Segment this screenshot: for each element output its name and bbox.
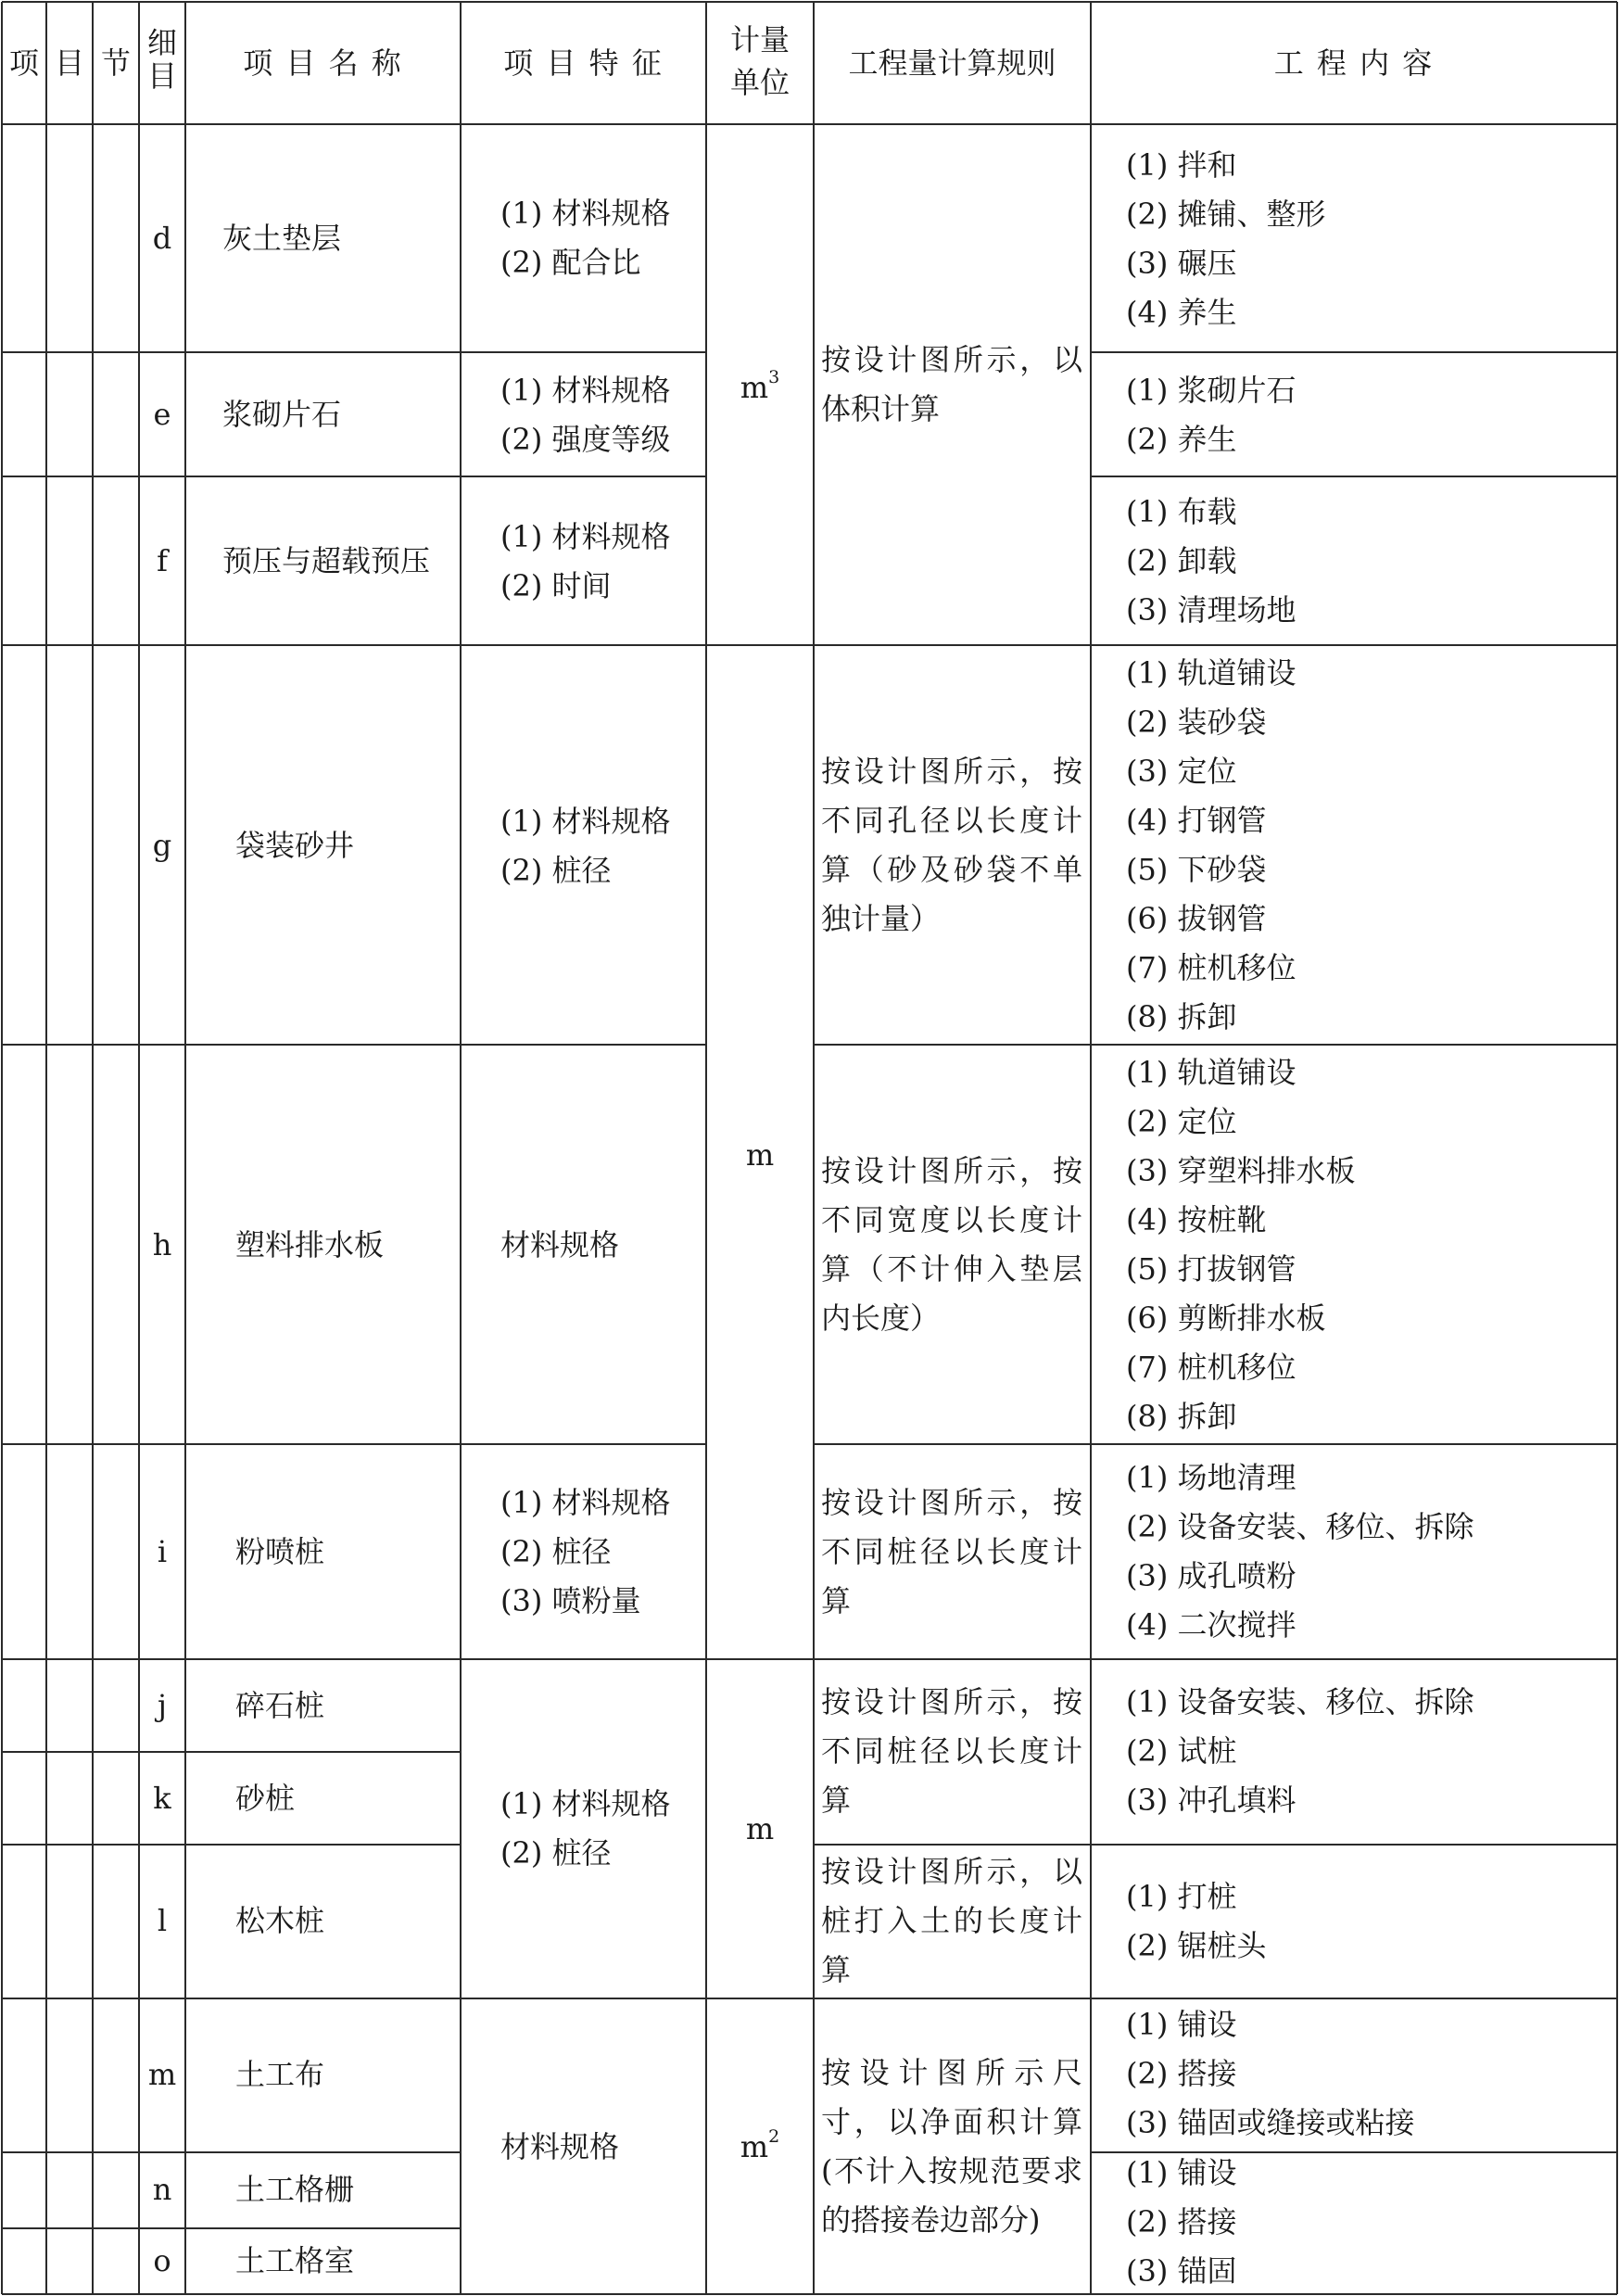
unit-text: m xyxy=(740,2129,769,2164)
content-item: (2) 设备安装、移位、拆除 xyxy=(1126,1509,1474,1544)
header-feature: 项 目 特 征 xyxy=(503,45,664,81)
content-item: (8) 拆卸 xyxy=(1126,999,1237,1034)
row-k-name: 砂桩 xyxy=(235,1781,296,1816)
header-ximu xyxy=(139,26,185,93)
row-g-features xyxy=(500,797,671,895)
content-item: (1) 设备安装、移位、拆除 xyxy=(1126,1684,1474,1719)
content-item: (2) 搭接 xyxy=(1126,2056,1237,2091)
row-l-content xyxy=(1126,1872,1267,1971)
content-item: (1) 场地清理 xyxy=(1126,1460,1296,1495)
feature-item: 材料规格 xyxy=(500,1227,620,1262)
group-jk-content xyxy=(1126,1678,1474,1825)
content-item: (2) 定位 xyxy=(1126,1104,1237,1139)
content-item: (2) 养生 xyxy=(1126,422,1237,457)
row-o-code: o xyxy=(153,2243,171,2278)
row-m-code: m xyxy=(147,2057,177,2092)
group-mno-features xyxy=(500,2123,619,2172)
content-item: (6) 剪断排水板 xyxy=(1126,1300,1326,1336)
content-item: (2) 锯桩头 xyxy=(1126,1928,1267,1963)
content-item: (8) 拆卸 xyxy=(1126,1399,1237,1434)
feature-item: (2) 时间 xyxy=(500,568,612,603)
row-k-code: k xyxy=(153,1781,171,1816)
group-mno-rule: 按设计图所示尺寸，以净面积计算(不计入按规范要求的搭接卷边部分) xyxy=(821,2055,1082,2238)
group-ghi-unit: m xyxy=(745,1137,775,1173)
group-jkl-features xyxy=(500,1780,671,1878)
content-item: (4) 二次搅拌 xyxy=(1126,1607,1296,1643)
content-item: (1) 轨道铺设 xyxy=(1126,1055,1296,1090)
content-item: (3) 锚固 xyxy=(1126,2253,1237,2289)
row-g-name: 袋装砂井 xyxy=(235,828,355,863)
content-item: (3) 碾压 xyxy=(1126,246,1237,281)
content-item: (3) 锚固或缝接或粘接 xyxy=(1126,2105,1415,2140)
row-h-features xyxy=(500,1221,619,1270)
feature-item: (2) 桩径 xyxy=(500,1835,612,1871)
row-g-code: g xyxy=(152,828,172,863)
header-name: 项 目 名 称 xyxy=(243,45,403,81)
group-jk-rule: 按设计图所示，按不同桩径以长度计算 xyxy=(821,1684,1082,1818)
feature-item: (2) 配合比 xyxy=(500,245,641,280)
header-unit xyxy=(706,19,814,104)
header-mu: 目 xyxy=(54,45,84,81)
content-item: (7) 桩机移位 xyxy=(1126,1350,1296,1385)
content-item: (3) 冲孔填料 xyxy=(1126,1782,1296,1818)
content-item: (1) 打桩 xyxy=(1126,1879,1237,1914)
header-content: 工 程 内 容 xyxy=(1273,45,1435,81)
row-j-name: 碎石桩 xyxy=(235,1688,325,1723)
row-n-code: n xyxy=(152,2172,172,2207)
row-d-code: d xyxy=(152,221,172,256)
feature-item: (2) 强度等级 xyxy=(500,422,671,457)
feature-item: (2) 桩径 xyxy=(500,1534,612,1569)
group-def-rule: 按设计图所示，以体积计算 xyxy=(821,342,1082,426)
header-ximu-1: 细 xyxy=(146,25,177,60)
row-e-content xyxy=(1126,366,1296,464)
row-f-code: f xyxy=(157,543,168,578)
group-jkl-unit: m xyxy=(745,1811,775,1846)
row-g-content xyxy=(1126,649,1296,1042)
content-item: (5) 打拔钢管 xyxy=(1126,1251,1296,1287)
group-no-content xyxy=(1126,2149,1237,2289)
row-h-name: 塑料排水板 xyxy=(235,1227,385,1262)
content-item: (4) 打钢管 xyxy=(1126,803,1267,838)
feature-item: (1) 材料规格 xyxy=(500,1786,671,1821)
row-d-features xyxy=(500,189,671,287)
row-i-content xyxy=(1126,1453,1474,1650)
row-h-code: h xyxy=(152,1227,172,1262)
header-unit-1: 计量 xyxy=(729,22,790,57)
row-f-content xyxy=(1126,488,1296,635)
content-item: (2) 搭接 xyxy=(1126,2204,1237,2239)
unit-text: m xyxy=(740,370,769,405)
content-item: (4) 按桩靴 xyxy=(1126,1202,1267,1237)
content-item: (1) 拌和 xyxy=(1126,147,1237,183)
row-h-content xyxy=(1126,1048,1356,1441)
header-rule: 工程量计算规则 xyxy=(848,45,1056,81)
row-f-features xyxy=(500,513,671,611)
content-item: (3) 成孔喷粉 xyxy=(1126,1558,1296,1593)
feature-item: (3) 喷粉量 xyxy=(500,1583,641,1618)
row-m-name: 土工布 xyxy=(235,2057,325,2092)
row-d-content xyxy=(1126,141,1326,337)
row-i-rule: 按设计图所示，按不同桩径以长度计算 xyxy=(821,1485,1082,1618)
content-item: (5) 下砂袋 xyxy=(1126,852,1267,887)
row-e-code: e xyxy=(153,397,171,432)
row-e-features xyxy=(500,366,671,464)
feature-item: (1) 材料规格 xyxy=(500,519,671,554)
content-item: (2) 试桩 xyxy=(1126,1733,1237,1769)
unit-superscript: 2 xyxy=(768,2126,780,2148)
row-i-features xyxy=(500,1478,671,1626)
header-unit-2: 单位 xyxy=(729,65,790,100)
row-j-code: j xyxy=(158,1688,167,1723)
feature-item: 材料规格 xyxy=(500,2129,620,2164)
content-item: (1) 浆砌片石 xyxy=(1126,373,1296,408)
row-i-name: 粉喷桩 xyxy=(235,1534,325,1569)
content-item: (1) 铺设 xyxy=(1126,2007,1237,2042)
content-item: (2) 装砂袋 xyxy=(1126,704,1267,740)
group-def-unit xyxy=(706,363,814,412)
feature-item: (1) 材料规格 xyxy=(500,804,671,839)
row-m-content xyxy=(1126,2000,1415,2148)
row-f-name: 预压与超载预压 xyxy=(222,543,431,578)
content-item: (1) 铺设 xyxy=(1126,2155,1237,2190)
row-d-name: 灰土垫层 xyxy=(222,221,342,256)
header-ximu-2: 目 xyxy=(146,58,177,94)
row-h-rule: 按设计图所示，按不同宽度以长度计算（不计伸入垫层内长度） xyxy=(821,1153,1082,1336)
feature-item: (2) 桩径 xyxy=(500,853,612,888)
feature-item: (1) 材料规格 xyxy=(500,373,671,408)
content-item: (7) 桩机移位 xyxy=(1126,950,1296,985)
row-l-name: 松木桩 xyxy=(235,1903,325,1938)
feature-item: (1) 材料规格 xyxy=(500,1485,671,1520)
content-item: (3) 清理场地 xyxy=(1126,592,1296,628)
row-l-rule: 按设计图所示，以桩打入土的长度计算 xyxy=(821,1854,1082,1987)
content-item: (2) 摊铺、整形 xyxy=(1126,197,1326,232)
row-o-name: 土工格室 xyxy=(235,2243,355,2278)
header-jie: 节 xyxy=(100,45,131,81)
feature-item: (1) 材料规格 xyxy=(500,196,671,231)
content-item: (1) 布载 xyxy=(1126,494,1237,529)
content-item: (3) 定位 xyxy=(1126,754,1237,789)
row-g-rule: 按设计图所示，按不同孔径以长度计算（砂及砂袋不单独计量） xyxy=(821,754,1082,936)
row-e-name: 浆砌片石 xyxy=(222,397,342,432)
header-xiang: 项 xyxy=(8,45,39,81)
content-item: (6) 拔钢管 xyxy=(1126,901,1267,936)
row-i-code: i xyxy=(157,1534,168,1569)
content-item: (4) 养生 xyxy=(1126,295,1237,330)
row-n-name: 土工格栅 xyxy=(235,2172,355,2207)
content-item: (2) 卸载 xyxy=(1126,543,1237,578)
content-item: (1) 轨道铺设 xyxy=(1126,655,1296,691)
group-mno-unit xyxy=(706,2123,814,2172)
row-l-code: l xyxy=(157,1903,168,1938)
content-item: (3) 穿塑料排水板 xyxy=(1126,1153,1356,1188)
unit-superscript: 3 xyxy=(768,367,780,388)
